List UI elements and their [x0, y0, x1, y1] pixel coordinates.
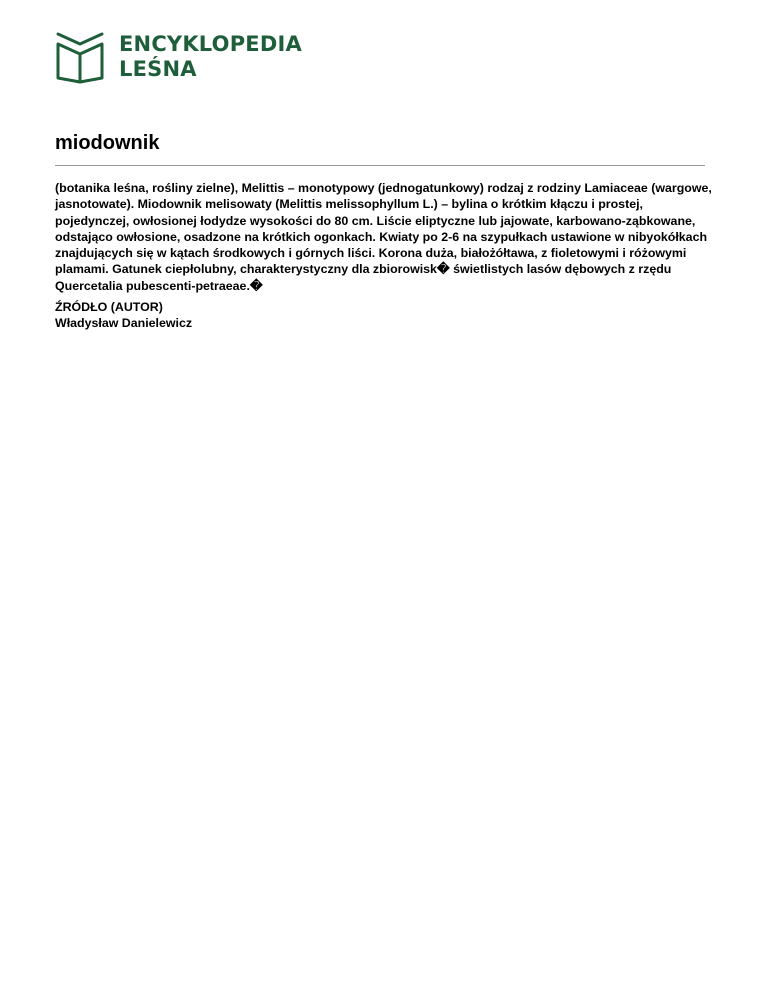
entry-body: (botanika leśna, rośliny zielne), Melittis – monotypowy (jednogatunkowy) rodzaj z rodziny Lamiaceae (wargowe, jasnotowate). Miodownik melisowaty (Melittis melissophyllum L.) – bylina o krótkim kłączu i prostej, pojedynczej, owłosionej łodydze wysokości do 80 cm. Liście eliptyczne lub jajowate, karbowano-ząbkowane, odstająco owłosione, osadzone na krótkich ogonkach. Kwiaty po 2-6 na szypułkach ustawione w nibyokółkach znajdujących się w kątach środkowych i górnych liści. Korona duża, białożółtawa, z fioletowymi i różowymi plamami. Gatunek ciepłolubny, charakterystyczny dla zbiorowisk� świetlistych lasów dębowych z rzędu Quercetalia pubescenti-petraeae.�: [55, 181, 712, 293]
source-author: Władysław Danielewicz: [55, 316, 193, 330]
entry-title: miodownik: [55, 132, 160, 154]
source-heading: ŹRÓDŁO (AUTOR): [55, 300, 163, 314]
logo-line-2: LEŚNA: [119, 57, 197, 81]
open-book-icon: [55, 32, 105, 84]
logo-line-1: ENCYKLOPEDIA: [119, 32, 302, 56]
logo-wordmark: [119, 32, 302, 82]
title-divider: [55, 165, 705, 166]
site-logo: [55, 32, 302, 84]
